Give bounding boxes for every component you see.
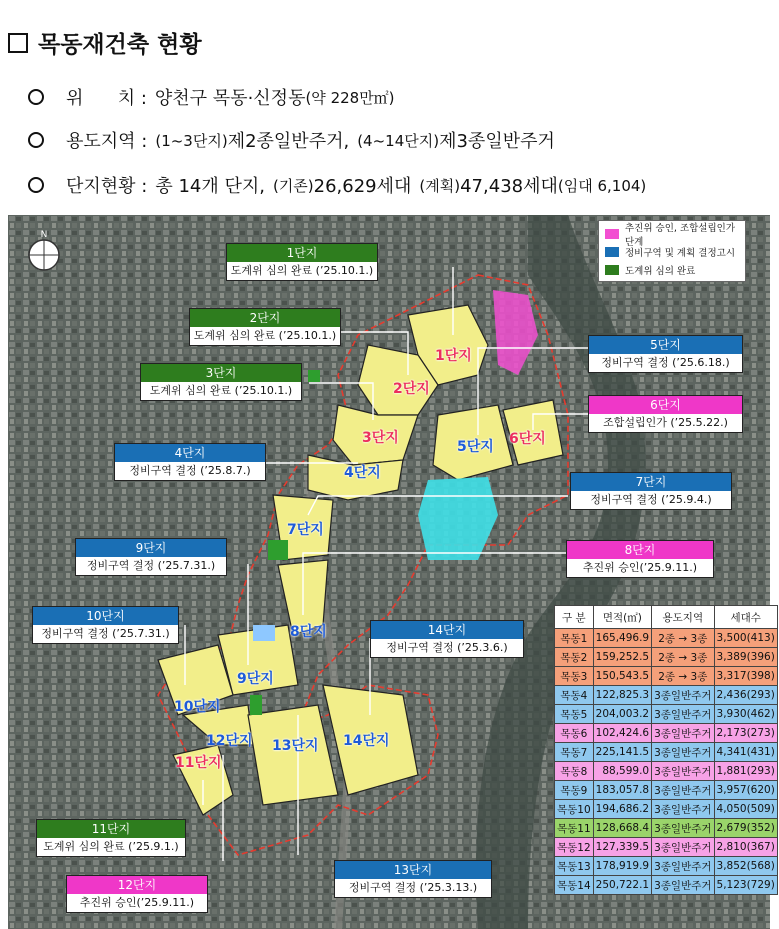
callout-complex-7 xyxy=(570,472,732,510)
map-label-complex-3: 3단지 xyxy=(362,430,399,446)
map-legend xyxy=(598,220,746,282)
callout-status: 정비구역 결정 (’25.9.4.) xyxy=(590,493,712,506)
cell-name: 목동13 xyxy=(555,857,594,876)
cell-units: 3,389(396) xyxy=(714,648,777,667)
legend-item xyxy=(605,243,739,261)
callout-complex-13 xyxy=(334,860,492,898)
map-label-complex-2: 2단지 xyxy=(393,381,430,397)
cell-zone: 3종일반주거 xyxy=(652,686,714,705)
status-a: 총 14개 단지, xyxy=(155,176,265,197)
cell-units: 2,436(293) xyxy=(714,686,777,705)
zoning-line xyxy=(28,127,555,153)
cell-zone: 3종일반주거 xyxy=(652,838,714,857)
complex-summary-table xyxy=(554,605,778,895)
callout-status: 도계위 심의 완료 (’25.10.1.) xyxy=(149,384,293,397)
callout-title: 8단지 xyxy=(567,541,713,559)
zoning-b: 제2종일반주거, xyxy=(227,131,350,152)
status-b: (기존) xyxy=(272,176,314,195)
cell-units: 3,500(413) xyxy=(714,629,777,648)
cell-units: 2,810(367) xyxy=(714,838,777,857)
cell-name: 목동11 xyxy=(555,819,594,838)
callout-status: 정비구역 결정 (’25.8.7.) xyxy=(129,464,251,477)
map-label-complex-5: 5단지 xyxy=(457,439,494,455)
table-row xyxy=(555,686,778,705)
cell-name: 목동12 xyxy=(555,838,594,857)
legend-item xyxy=(605,261,739,279)
cell-zone: 3종일반주거 xyxy=(652,781,714,800)
callout-title: 11단지 xyxy=(37,820,185,838)
blue-patch xyxy=(253,625,275,641)
cell-units: 2,173(273) xyxy=(714,724,777,743)
location-note: (약 228만㎡) xyxy=(305,88,395,107)
map-label-complex-9: 9단지 xyxy=(237,671,274,687)
cell-name: 목동14 xyxy=(555,876,594,895)
cell-area: 102,424.6 xyxy=(593,724,651,743)
callout-complex-10 xyxy=(32,606,179,644)
cell-name: 목동3 xyxy=(555,667,594,686)
callout-title: 5단지 xyxy=(589,336,742,354)
legend-swatch xyxy=(605,229,619,239)
cell-units: 3,930(462) xyxy=(714,705,777,724)
circle-bullet-icon xyxy=(28,132,44,148)
callout-complex-1 xyxy=(226,243,378,281)
callout-title: 7단지 xyxy=(571,473,731,491)
location-line xyxy=(28,84,395,110)
title-text: 목동재건축 현황 xyxy=(38,32,202,58)
table-row xyxy=(555,762,778,781)
cell-name: 목동10 xyxy=(555,800,594,819)
cell-zone: 3종일반주거 xyxy=(652,857,714,876)
map-label-complex-14: 14단지 xyxy=(343,733,390,749)
callout-complex-2 xyxy=(189,308,341,346)
map-label-complex-1: 1단지 xyxy=(435,348,472,364)
cell-units: 2,679(352) xyxy=(714,819,777,838)
page-title xyxy=(8,26,202,59)
map-label-complex-13: 13단지 xyxy=(272,738,319,754)
callout-status: 조합설립인가 (’25.5.22.) xyxy=(603,416,728,429)
table-row xyxy=(555,743,778,762)
table-header: 세대수 xyxy=(714,606,777,629)
table-row xyxy=(555,819,778,838)
callout-status: 정비구역 결정 (’25.7.31.) xyxy=(86,559,216,572)
legend-label: 정비구역 및 계획 결정고시 xyxy=(625,248,736,259)
zoning-d: 제3종일반주거 xyxy=(439,131,555,152)
callout-title: 9단지 xyxy=(76,539,226,557)
cell-zone: 2종 → 3종 xyxy=(652,629,714,648)
cell-area: 183,057.8 xyxy=(593,781,651,800)
green-patch xyxy=(308,370,320,382)
table-row xyxy=(555,838,778,857)
cell-units: 4,341(431) xyxy=(714,743,777,762)
cell-area: 250,722.1 xyxy=(593,876,651,895)
callout-title: 6단지 xyxy=(589,396,742,414)
callout-complex-14 xyxy=(370,620,524,658)
cell-zone: 3종일반주거 xyxy=(652,762,714,781)
table-row xyxy=(555,800,778,819)
cell-units: 4,050(509) xyxy=(714,800,777,819)
callout-complex-12 xyxy=(66,875,208,913)
callout-complex-9 xyxy=(75,538,227,576)
cell-area: 165,496.9 xyxy=(593,629,651,648)
zoning-label: 용도지역 : xyxy=(66,131,148,152)
callout-status: 정비구역 결정 (’25.7.31.) xyxy=(41,627,170,640)
legend-label: 추진위 승인, 조합설립인가 단계 xyxy=(625,223,736,248)
callout-status: 정비구역 결정 (’25.6.18.) xyxy=(601,356,730,369)
circle-bullet-icon xyxy=(28,89,44,105)
cell-units: 3,317(398) xyxy=(714,667,777,686)
cell-area: 194,686.2 xyxy=(593,800,651,819)
table-header: 구 분 xyxy=(555,606,594,629)
callout-title: 14단지 xyxy=(371,621,523,639)
cell-zone: 3종일반주거 xyxy=(652,876,714,895)
table-header: 용도지역 xyxy=(652,606,714,629)
cell-name: 목동6 xyxy=(555,724,594,743)
legend-swatch xyxy=(605,265,619,275)
cell-area: 178,919.9 xyxy=(593,857,651,876)
callout-complex-5 xyxy=(588,335,743,373)
status-line xyxy=(28,172,646,198)
callout-complex-6 xyxy=(588,395,743,433)
cell-name: 목동2 xyxy=(555,648,594,667)
status-c: 26,629세대 xyxy=(313,176,412,197)
callout-complex-4 xyxy=(114,443,266,481)
cell-area: 128,668.4 xyxy=(593,819,651,838)
table-row xyxy=(555,705,778,724)
callout-title: 10단지 xyxy=(33,607,178,625)
callout-title: 12단지 xyxy=(67,876,207,894)
cell-zone: 2종 → 3종 xyxy=(652,648,714,667)
table-row xyxy=(555,629,778,648)
cell-area: 127,339.5 xyxy=(593,838,651,857)
map-label-complex-10: 10단지 xyxy=(174,699,221,715)
map-label-complex-11: 11단지 xyxy=(175,755,222,771)
cell-zone: 3종일반주거 xyxy=(652,724,714,743)
callout-complex-11 xyxy=(36,819,186,857)
cell-area: 122,825.3 xyxy=(593,686,651,705)
status-d: (계획) xyxy=(419,176,461,195)
cell-name: 목동4 xyxy=(555,686,594,705)
map-label-complex-12: 12단지 xyxy=(206,733,253,749)
status-e: 47,438세대 xyxy=(460,176,558,197)
status-f: (임대 6,104) xyxy=(557,176,647,195)
cell-units: 3,957(620) xyxy=(714,781,777,800)
status-label: 단지현황 : xyxy=(66,176,148,197)
callout-status: 추진위 승인(’25.9.11.) xyxy=(582,561,698,574)
legend-swatch xyxy=(605,247,619,257)
compass-n-label: N xyxy=(40,230,48,240)
callout-status: 정비구역 결정 (’25.3.6.) xyxy=(386,641,508,654)
callout-title: 4단지 xyxy=(115,444,265,462)
callout-status: 도계위 심의 완료 (’25.10.1.) xyxy=(230,264,374,277)
callout-complex-8 xyxy=(566,540,714,578)
callout-status: 추진위 승인(’25.9.11.) xyxy=(79,896,195,909)
table-row xyxy=(555,648,778,667)
callout-title: 3단지 xyxy=(141,364,301,382)
cell-name: 목동9 xyxy=(555,781,594,800)
callout-complex-3 xyxy=(140,363,302,401)
cell-area: 88,599.0 xyxy=(593,762,651,781)
cell-zone: 2종 → 3종 xyxy=(652,667,714,686)
cell-name: 목동5 xyxy=(555,705,594,724)
location-label: 위 치 : xyxy=(66,88,147,109)
callout-title: 13단지 xyxy=(335,861,491,879)
cell-units: 1,881(293) xyxy=(714,762,777,781)
table-row xyxy=(555,781,778,800)
zoning-a: (1~3단지) xyxy=(155,131,228,150)
legend-item xyxy=(605,223,739,248)
circle-bullet-icon xyxy=(28,177,44,193)
table-row xyxy=(555,876,778,895)
table-header-row xyxy=(555,606,778,629)
cell-area: 225,141.5 xyxy=(593,743,651,762)
zoning-c: (4~14단지) xyxy=(357,131,440,150)
green-patch xyxy=(268,540,288,560)
legend-label: 도계위 심의 완료 xyxy=(625,266,696,277)
table-row xyxy=(555,857,778,876)
table-header: 면적(㎡) xyxy=(593,606,651,629)
cell-area: 150,543.5 xyxy=(593,667,651,686)
callout-title: 1단지 xyxy=(227,244,377,262)
table-row xyxy=(555,667,778,686)
checkbox-square-icon xyxy=(8,33,28,53)
map-label-complex-4: 4단지 xyxy=(344,465,381,481)
callout-title: 2단지 xyxy=(190,309,340,327)
cell-name: 목동8 xyxy=(555,762,594,781)
location-value: 양천구 목동·신정동 xyxy=(154,88,306,109)
cell-area: 159,252.5 xyxy=(593,648,651,667)
green-patch xyxy=(250,695,262,715)
cell-units: 5,123(729) xyxy=(714,876,777,895)
cell-zone: 3종일반주거 xyxy=(652,819,714,838)
map-label-complex-7: 7단지 xyxy=(287,522,324,538)
table-row xyxy=(555,724,778,743)
callout-status: 정비구역 결정 (’25.3.13.) xyxy=(348,881,478,894)
cell-area: 204,003.2 xyxy=(593,705,651,724)
map-label-complex-8: 8단지 xyxy=(290,624,327,640)
callout-status: 도계위 심의 완료 (’25.10.1.) xyxy=(193,329,337,342)
cell-name: 목동7 xyxy=(555,743,594,762)
cell-units: 3,852(568) xyxy=(714,857,777,876)
cell-zone: 3종일반주거 xyxy=(652,705,714,724)
cell-zone: 3종일반주거 xyxy=(652,800,714,819)
cell-zone: 3종일반주거 xyxy=(652,743,714,762)
map-label-complex-6: 6단지 xyxy=(509,431,546,447)
callout-status: 도계위 심의 완료 (’25.9.1.) xyxy=(43,840,179,853)
cell-name: 목동1 xyxy=(555,629,594,648)
